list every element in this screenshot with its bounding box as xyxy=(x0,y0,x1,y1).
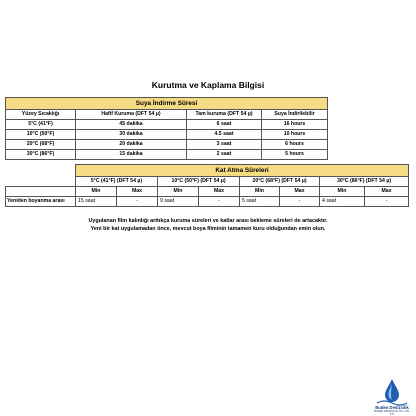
min-cell: 5 saat xyxy=(240,197,280,207)
max-cell: - xyxy=(280,197,320,207)
recoat-row-label: Yeniden boyanma arası xyxy=(6,197,76,207)
full-dry-cell: 4.5 saat xyxy=(187,130,262,140)
logo-subtitle: BUDEN DENIZCILIK TIC. LTD. STI. xyxy=(374,410,410,416)
temp-cell: 30°C (86°F) xyxy=(6,150,76,160)
full-dry-cell: 2 saat xyxy=(187,150,262,160)
col-temp-30c: 30°C (86°F) (DFT 54 µ) xyxy=(320,177,409,187)
touch-dry-cell: 15 dakika xyxy=(76,150,187,160)
full-dry-cell: 3 saat xyxy=(187,140,262,150)
drying-table xyxy=(5,97,328,160)
max-cell: - xyxy=(365,197,409,207)
touch-dry-cell: 45 dakika xyxy=(76,120,187,130)
col-temp-20c: 20°C (68°F) (DFT 54 µ) xyxy=(240,177,320,187)
touch-dry-cell: 30 dakika xyxy=(76,130,187,140)
col-min: Min xyxy=(76,187,117,197)
immersion-cell: 5 hours xyxy=(262,150,328,160)
temp-cell: 20°C (68°F) xyxy=(6,140,76,150)
col-touch-dry: Hafif Kuruma (DFT 54 µ) xyxy=(76,110,187,120)
table-row xyxy=(6,197,409,207)
recoat-table-header: Kat Atma Süreleri xyxy=(76,165,409,177)
table-row xyxy=(6,150,328,160)
note-line: Uygulanan film kalınlığı arttıkça kuruma süreleri ve katlar arası bekleme süreleri de artacaktır. xyxy=(88,218,328,224)
col-min: Min xyxy=(158,187,199,197)
full-dry-cell: 6 saat xyxy=(187,120,262,130)
max-cell: - xyxy=(117,197,158,207)
water-drop-icon xyxy=(372,378,412,406)
notes xyxy=(0,218,416,233)
immersion-cell: 16 hours xyxy=(262,120,328,130)
col-temp-5c: 5°C (41°F) (DFT 54 µ) xyxy=(76,177,158,187)
col-max: Max xyxy=(280,187,320,197)
logo-name: Buden Denizcilik xyxy=(375,405,409,410)
temp-cell: 10°C (50°F) xyxy=(6,130,76,140)
min-cell: 15 saat xyxy=(76,197,117,207)
col-surface-temp: Yüzey Sıcaklığı xyxy=(6,110,76,120)
page-title: Kurutma ve Kaplama Bilgisi xyxy=(151,80,265,90)
col-temp-10c: 10°C (50°F) (DFT 54 µ) xyxy=(158,177,240,187)
table-row xyxy=(6,130,328,140)
col-max: Max xyxy=(365,187,409,197)
company-logo xyxy=(372,378,412,414)
immersion-cell: 6 hours xyxy=(262,140,328,150)
min-cell: 4 saat xyxy=(320,197,365,207)
col-max: Max xyxy=(117,187,158,197)
max-cell: - xyxy=(199,197,240,207)
table-row xyxy=(6,120,328,130)
col-immersion: Suya İndirilebilir xyxy=(262,110,328,120)
recoat-table xyxy=(5,164,409,207)
col-max: Max xyxy=(199,187,240,197)
drying-table-header: Suya İndirme Süresi xyxy=(6,98,328,110)
temp-cell: 5°C (41°F) xyxy=(6,120,76,130)
col-min: Min xyxy=(320,187,365,197)
col-full-dry: Tam kuruma (DFT 54 µ) xyxy=(187,110,262,120)
touch-dry-cell: 20 dakika xyxy=(76,140,187,150)
note-line: Yeni bir kat uygulamadan önce, mevcut boya filminin tamamen kuru olduğundan emin olun. xyxy=(90,225,326,232)
min-cell: 9 saat xyxy=(158,197,199,207)
table-row xyxy=(6,140,328,150)
immersion-cell: 10 hours xyxy=(262,130,328,140)
col-min: Min xyxy=(240,187,280,197)
